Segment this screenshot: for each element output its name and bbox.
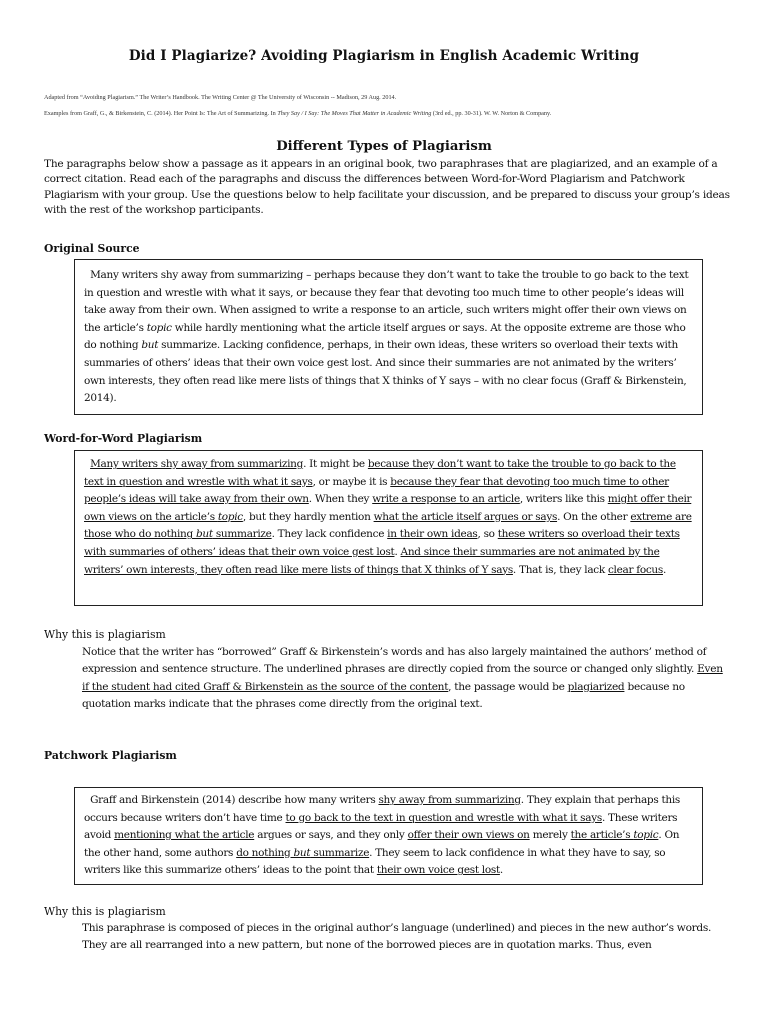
underlined-phrase-italic: but bbox=[293, 846, 311, 859]
text-run: merely bbox=[529, 829, 571, 842]
original-source-heading: Original Source bbox=[44, 242, 140, 255]
text-run-italic: topic bbox=[146, 321, 172, 334]
underlined-phrase: And since their summaries are not animated by the writers’ own interests, they often read like mere lists of things that X thinks of Y says bbox=[84, 545, 660, 576]
text-run: . They explain that perhaps this occurs because writers don’t have time bbox=[84, 794, 680, 824]
underlined-phrase: summarize bbox=[310, 846, 370, 859]
text-run: Graff and Birkenstein (2014) describe how many writers bbox=[90, 794, 379, 806]
underlined-phrase: because they don’t want to take the trouble to go back to the text in question and wrestle with what it says bbox=[84, 458, 676, 488]
underlined-phrase: write a response to an article bbox=[372, 493, 520, 506]
word-for-word-box bbox=[74, 450, 703, 606]
underlined-phrase: the article’s bbox=[570, 829, 634, 842]
intro-paragraph bbox=[44, 157, 734, 219]
explanation-text bbox=[82, 644, 728, 714]
text-run: . On the other hand, some authors bbox=[84, 829, 680, 859]
section-title: Different Types of Plagiarism bbox=[276, 139, 492, 154]
underlined-phrase: summarize bbox=[212, 528, 272, 541]
text-run: because no quotation marks indicate that the phrases come directly from the original text. bbox=[82, 680, 685, 711]
text-run: summarize. Lacking confidence, perhaps, in their own ideas, these writers so overload their texts with summaries of others’ ideas that their own voice gest lost. And since their summaries are not animated by the writers’ own interests, they often read like mere lists of things that X thinks of Y says – with no clear focus (Graff & Birkenstein, 2014). bbox=[84, 339, 687, 405]
text-run: . These writers avoid bbox=[84, 811, 678, 842]
underlined-phrase: do nothing bbox=[236, 846, 294, 859]
citation-source-1: Adapted from “Avoiding Plagiarism.” The Writer’s Handbook. The Writing Center @ The University of Wisconsin -- Madison, 29 Aug. 2014. bbox=[44, 94, 397, 101]
intro-text: The paragraphs below show a passage as it appears in an original book, two paraphrases that are plagiarized, and an example of a correct citation. Read each of the paragraphs and discuss the differences between Word-for-Word Plagiarism and Patchwork Plagiarism with your group. Use the questions below to help facilitate your discussion, and be prepared to discuss your group’s ideas with the rest of the workshop participants. bbox=[44, 158, 730, 217]
why-plagiarism-text-2 bbox=[82, 920, 728, 955]
text-run: . It might be bbox=[303, 458, 368, 470]
underlined-phrase: these writers so overload their texts with summaries of others’ ideas that their own voice gest lost bbox=[84, 528, 680, 558]
text-run: . On the other bbox=[557, 510, 631, 523]
underlined-phrase-italic: topic bbox=[217, 510, 243, 523]
underlined-phrase-italic: topic bbox=[633, 829, 659, 842]
why-plagiarism-text-1 bbox=[82, 644, 728, 714]
patchwork-heading: Patchwork Plagiarism bbox=[44, 749, 177, 762]
underlined-phrase: might offer their own views on the article’s bbox=[84, 493, 692, 523]
underlined-phrase: mentioning what the article bbox=[114, 829, 255, 842]
text-run: , the passage would be bbox=[448, 680, 568, 693]
underlined-phrase: clear focus bbox=[607, 563, 663, 576]
text-run: while hardly mentioning what the article itself argues or says. At the opposite extreme are those who do nothing bbox=[84, 321, 686, 352]
text-run: , writers like this bbox=[519, 493, 608, 506]
why-plagiarism-label-1: Why this is plagiarism bbox=[44, 628, 166, 641]
text-run: , but they hardly mention bbox=[242, 510, 374, 523]
underlined-phrase: offer their own views on bbox=[407, 829, 530, 842]
patchwork-text bbox=[84, 792, 694, 880]
underlined-phrase: Many writers shy away from summarizing bbox=[90, 458, 304, 470]
text-run: argues or says, and they only bbox=[254, 829, 408, 842]
text-run: Many writers shy away from summarizing – perhaps because they don’t want to take the trouble to go back to the text in question and wrestle with what it says, or because they fear that devoting too much time to other people’s ideas will take away from their own. When assigned to write a response to an article, such writers might offer their own views on the article’s bbox=[84, 269, 689, 334]
citation-part: (3rd ed., pp. 30-31). W. W. Norton & Company. bbox=[431, 110, 552, 117]
text-run: . That is, they lack bbox=[512, 563, 608, 576]
text-run: . When they bbox=[308, 493, 373, 506]
document-title: Did I Plagiarize? Avoiding Plagiarism in English Academic Writing bbox=[128, 48, 640, 64]
text-run: . bbox=[662, 563, 667, 576]
text-run-italic: but bbox=[141, 339, 159, 352]
text-run: . They lack confidence bbox=[271, 528, 388, 541]
underlined-phrase: to go back to the text in question and wrestle with what it says bbox=[285, 811, 602, 824]
text-run: , or maybe it is bbox=[312, 475, 391, 488]
word-for-word-heading: Word-for-Word Plagiarism bbox=[44, 432, 203, 445]
underlined-phrase: their own voice gest lost bbox=[376, 864, 500, 877]
why-plagiarism-label-2: Why this is plagiarism bbox=[44, 905, 166, 918]
original-source-text bbox=[84, 267, 694, 408]
underlined-phrase: shy away from summarizing bbox=[378, 794, 521, 806]
underlined-phrase: in their own ideas bbox=[387, 528, 478, 541]
text-run: Notice that the writer has “borrowed” Graff & Birkenstein’s words and has also largely maintained the authors’ method of expression and sentence structure. The underlined phrases are directly copied from the source or changed only slightly. bbox=[82, 646, 707, 676]
citation-part: Examples from Graff, G., & Birkenstein, C. (2014). Her Point Is: The Art of Summarizing. In bbox=[44, 110, 278, 117]
underlined-phrase: Even if the student had cited Graff & Birkenstein as the source of the content bbox=[82, 663, 723, 693]
explanation-text: This paraphrase is composed of pieces in the original author’s language (underlined) and pieces in the new author’s words. They are all rearranged into a new pattern, but none of the borrowed pieces are in quotation marks. Thus, even bbox=[82, 922, 712, 952]
underlined-phrase-italic: but bbox=[195, 528, 213, 541]
text-run: , so bbox=[477, 528, 498, 541]
original-source-box bbox=[74, 259, 703, 415]
patchwork-box bbox=[74, 787, 703, 885]
word-for-word-text bbox=[84, 456, 694, 579]
underlined-phrase: because they fear that devoting too much time to other people’s ideas will take away from their own bbox=[84, 475, 669, 506]
text-run: . bbox=[499, 864, 503, 877]
text-run: . bbox=[394, 545, 401, 558]
underlined-phrase: extreme are those who do nothing bbox=[84, 510, 692, 541]
underlined-phrase: what the article itself argues or says bbox=[373, 510, 558, 523]
citation-source-2 bbox=[44, 110, 728, 117]
citation-book-title: They Say / I Say: The Moves That Matter in Academic Writing bbox=[277, 110, 432, 117]
text-run: . They seem to lack confidence in what they have to say, so writers like this summarize others’ ideas to the point that bbox=[84, 846, 666, 877]
underlined-phrase: plagiarized bbox=[567, 680, 625, 693]
